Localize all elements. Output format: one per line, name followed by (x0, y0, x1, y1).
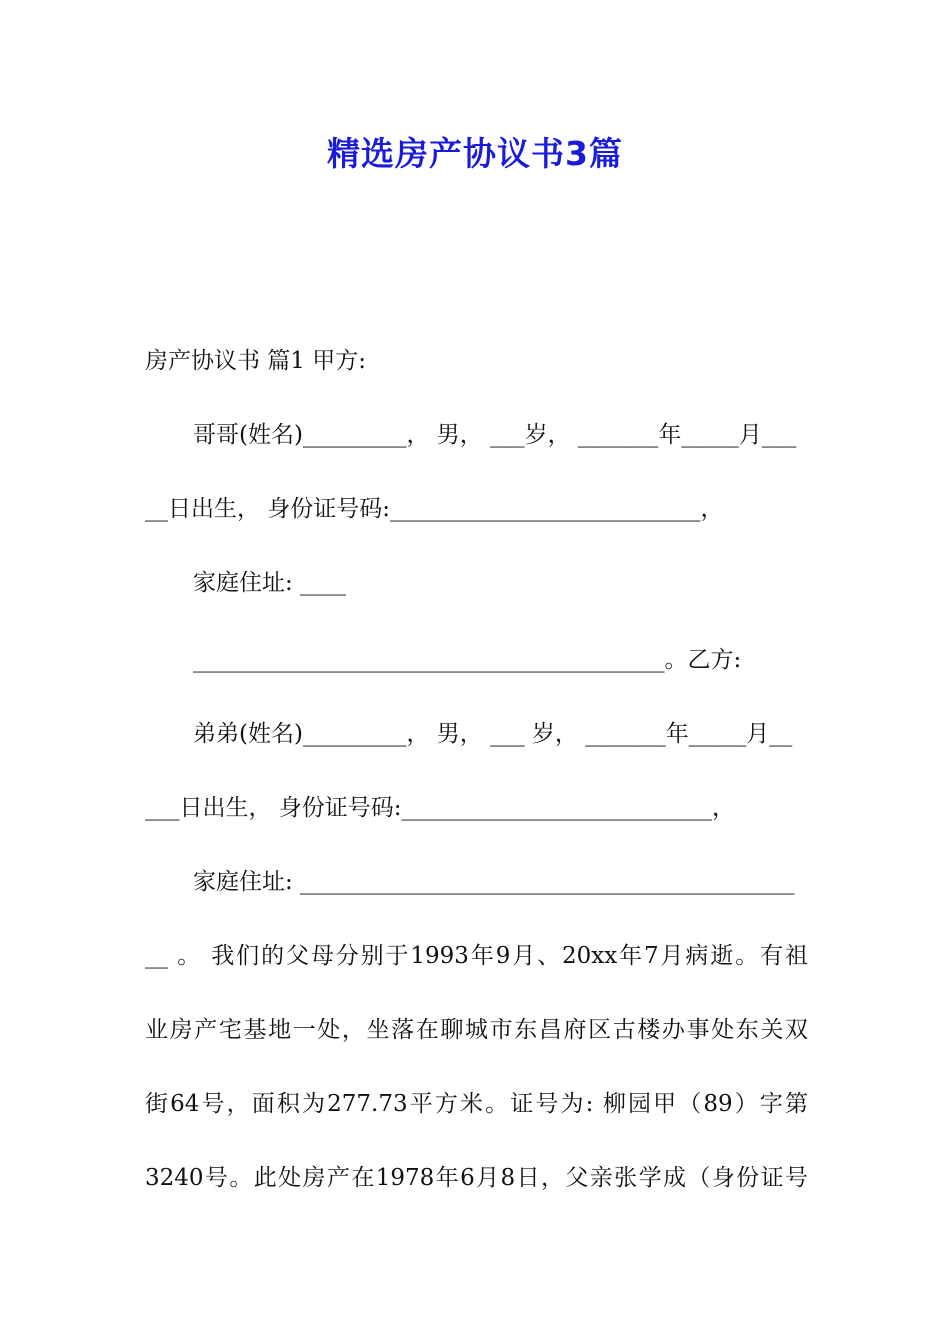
party-a-name-line: 哥哥(姓名)_________， 男， ___岁， _______年_____月___ (193, 422, 797, 448)
body-paragraph-line: __ 。 我们的父母分别于1993年9月、20xx年7月病逝。有祖 (145, 943, 808, 969)
party-a-address-blank-line: _________________________________________。乙方: (193, 647, 742, 673)
section-heading-line: 房产协议书 篇1 甲方: (145, 348, 367, 374)
document-title: 精选房产协议书3篇 (327, 134, 623, 173)
party-a-address-line: 家庭住址: ____ (193, 570, 347, 596)
body-paragraph-line: 3240号。此处房产在1978年6月8日，父亲张学成（身份证号 (145, 1165, 808, 1191)
body-paragraph-line: 业房产宅基地一处，坐落在聊城市东昌府区古楼办事处东关双 (145, 1017, 808, 1043)
body-paragraph-line: 街64号，面积为277.73平方米。证号为: 柳园甲（89）字第 (145, 1091, 808, 1117)
party-b-birth-line: ___日出生， 身份证号码:___________________________， (145, 795, 736, 821)
party-b-name-line: 弟弟(姓名)_________， 男， ___ 岁， _______年_____月__ (193, 721, 793, 747)
party-a-birth-line: __日出生， 身份证号码:___________________________， (145, 496, 724, 522)
party-b-address-line: 家庭住址: ___________________________________________ (193, 869, 795, 895)
